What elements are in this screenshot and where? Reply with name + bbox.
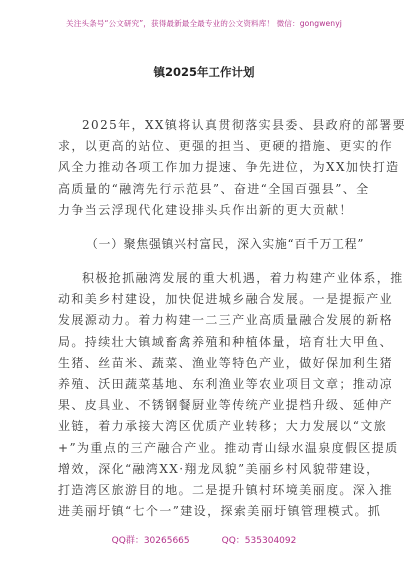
paragraph-line: 发展源动力。着力构建一二三产业高质量融合发展的新格 [58,313,394,328]
paragraph-line: +”为重点的三产融合产业。推动青山绿水温泉度假区提质 [58,440,399,455]
paragraph-line: 力争当云浮现代化建设排头兵作出新的更大贡献！ [58,202,353,217]
paragraph-line: 2025年，XX镇将认真贯彻落实县委、县政府的部署要 [82,118,407,132]
paragraph-line: 养殖、沃田蔬菜基地、东利渔业等农业项目文章；推动凉 [58,376,394,391]
paragraph-line: 增效，深化“融湾XX·翔龙凤貌”美丽乡村风貌带建设， [58,461,380,476]
paragraph-line: 打造湾区旅游目的地。二是提升镇村环境美丽度。深入推 [58,482,394,497]
section-paragraph [58,268,404,522]
section-heading: （一）聚焦强镇兴村富民，深入实施“百千万工程” [86,237,365,251]
paragraph-line: 动和美乡村建设，加快促进城乡融合发展。一是提振产业 [58,292,394,307]
promo-header [0,0,408,46]
paragraph-line: 高质量的“融湾先行示范县”、奋进“全国百强县”、全 [58,181,370,196]
paragraph-line: 生猪、丝苗米、蔬菜、渔业等特色产业，做好保加利生猪 [58,355,394,370]
paragraph-line: 积极抢抓融湾发展的重大机遇，着力构建产业体系，推 [82,271,404,285]
qq-number: QQ：535304092 [221,536,297,546]
paragraph-line: 业链，着力承接大湾区优质产业转移；大力发展以“文旅 [58,419,388,434]
qq-group-number: QQ群：30265665 [111,536,190,546]
paragraph-line: 求，以更高的站位、更强的担当、更硬的措施、更实的作 [58,139,394,154]
promo-text: 关注头条号“公文研究”，获得最新最全最专业的公文资料库！ 微信：gongwenyj [66,18,342,28]
document-title: 镇2025年工作计划 [153,65,255,79]
intro-paragraph [58,115,407,221]
paragraph-line: 风全力推动各项工作加力提速、争先进位，为XX加快打造 [58,160,400,175]
paragraph-line: 局。持续壮大镇域畜禽养殖和种植体量，培育壮大甲鱼、 [58,334,394,349]
paragraph-line: 进美丽圩镇“七个一”建设，探索美丽圩镇管理模式。抓 [58,504,382,519]
contact-footer [0,533,408,553]
paragraph-line: 果、皮具业、不锈钢餐厨业等传统产业提档升级、延伸产 [58,398,394,413]
